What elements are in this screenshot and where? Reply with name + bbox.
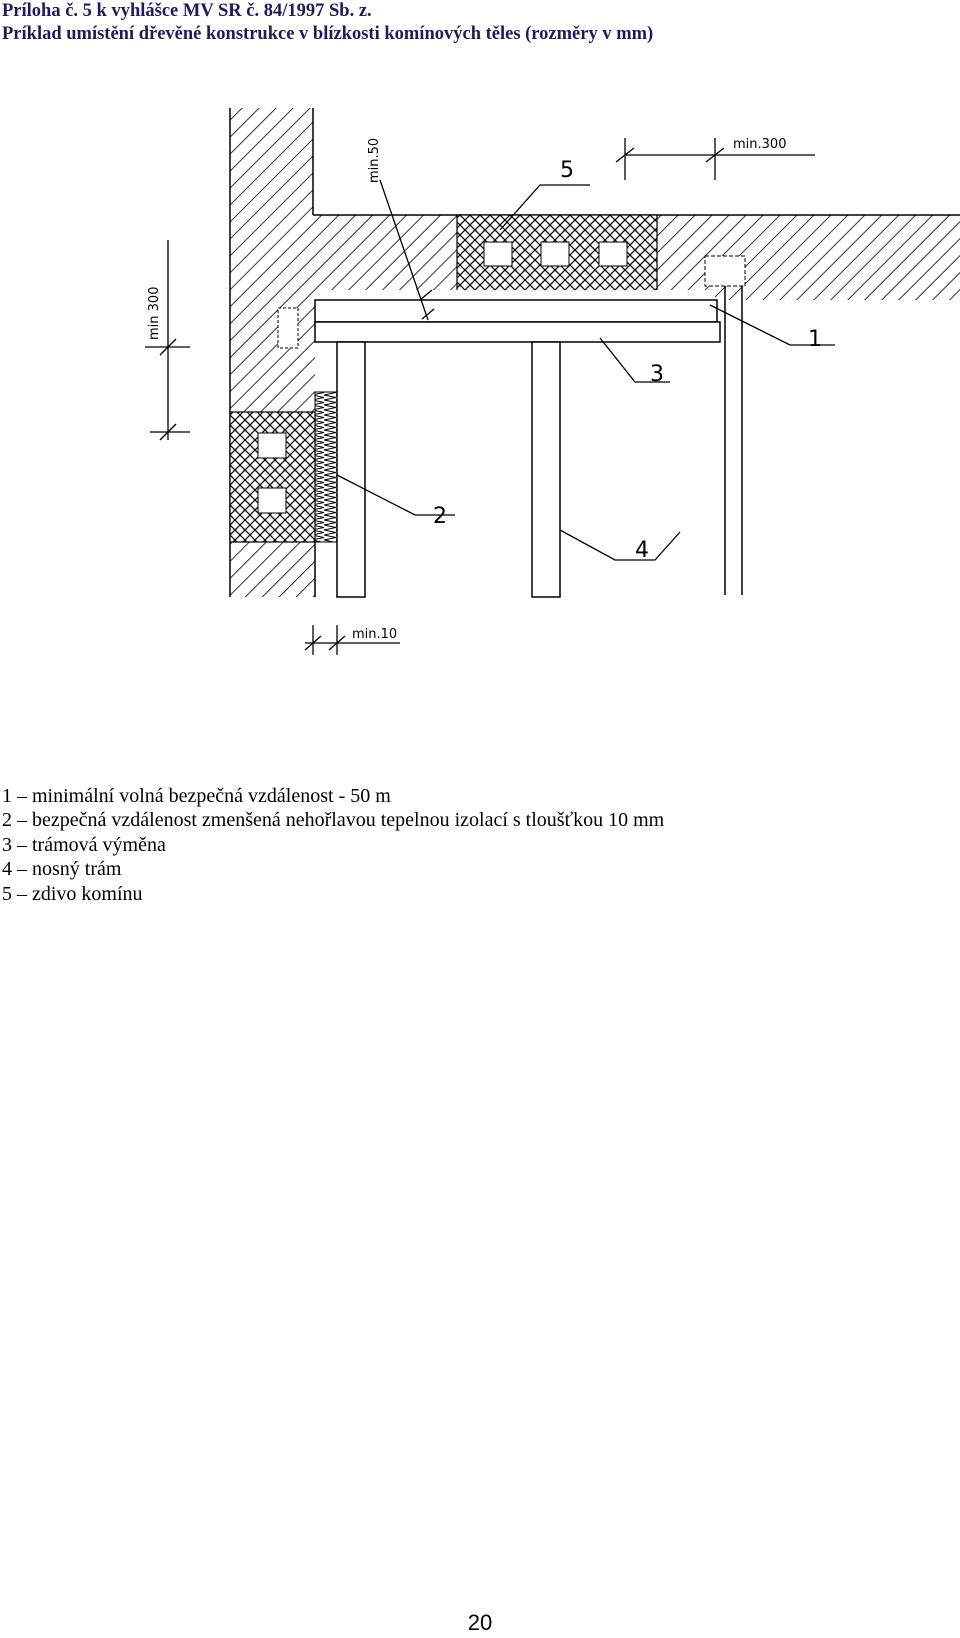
appendix-title: Príloha č. 5 k vyhlášce MV SR č. 84/1997 Sb. z. [2,1,372,21]
label-min10: min.10 [352,627,398,642]
document-header [2,0,653,46]
construction-drawing [0,95,960,725]
figure-title: Príklad umístění dřevěné konstrukce v blízkosti komínových těles (rozměry v mm) [2,24,654,44]
legend-item-4: 4 – nosný trám [2,858,122,881]
page-number: 20 [467,1610,493,1635]
label-3: 3 [650,362,664,387]
insulation-strip [315,392,337,542]
label-min300-top: min.300 [733,137,787,152]
legend-item-3: 3 – trámová výměna [2,833,166,856]
label-1: 1 [808,327,822,352]
legend-item-1: 1 – minimální volná bezpečná vzdálenost - 50 m [2,785,391,807]
label-4: 4 [635,538,649,563]
label-5: 5 [560,158,574,183]
label-min50: min.50 [367,137,382,183]
label-2: 2 [433,504,447,529]
bearing-beams [315,342,560,597]
legend-item-5: 5 – zdivo komínu [2,882,143,905]
label-min300-side: min 300 [147,286,162,340]
legend [2,784,664,906]
legend-item-2: 2 – bezpečná vzdálenost zmenšená nehořlavou tepelnou izolací s tloušťkou 10 mm [2,809,665,832]
